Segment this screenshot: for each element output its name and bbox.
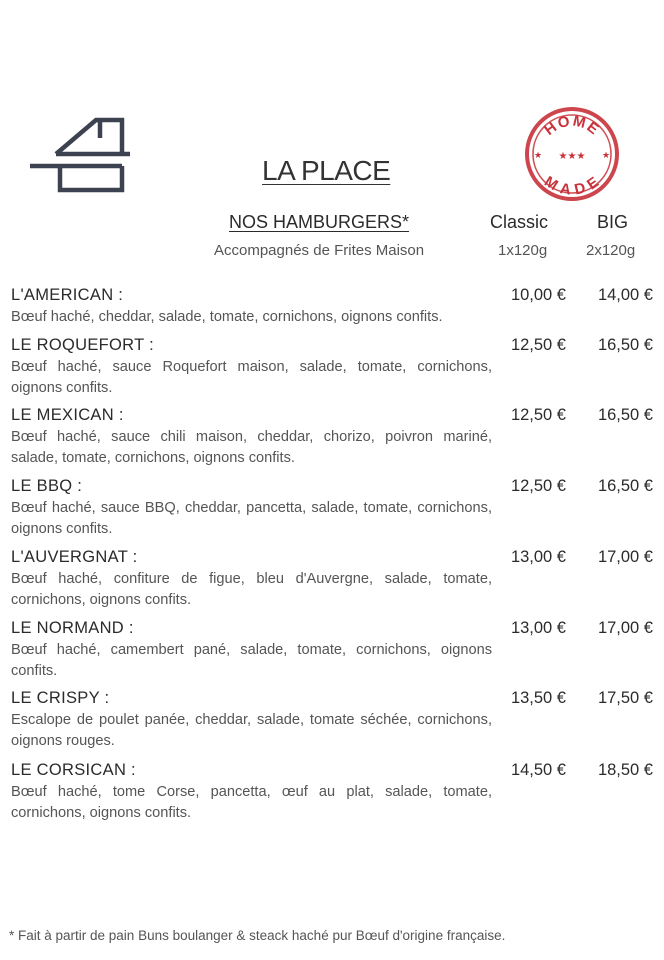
item-description: Bœuf haché, tome Corse, pancetta, œuf au plat, salade, tomate, cornichons, oignons confits. xyxy=(11,784,492,821)
price-big: 16,50 € xyxy=(597,477,653,495)
item-name: LE NORMAND : xyxy=(11,619,134,637)
stamp-bottom-text: MADE xyxy=(541,172,604,199)
column-weight-big: 2x120g xyxy=(586,242,636,259)
item-name: LE CORSICAN : xyxy=(11,761,136,779)
stamp-star-left-icon: ★ xyxy=(533,151,543,161)
price-big: 18,50 € xyxy=(597,761,653,779)
stamp-top-text: HOME xyxy=(541,112,603,139)
section-subtitle: Accompagnés de Frites Maison xyxy=(214,242,425,259)
price-classic: 13,00 € xyxy=(510,548,566,566)
price-classic: 12,50 € xyxy=(510,336,566,354)
price-classic: 13,00 € xyxy=(510,619,566,637)
stamp-star-right-icon: ★ xyxy=(601,151,611,161)
price-classic: 12,50 € xyxy=(510,406,566,424)
item-description: Bœuf haché, confiture de figue, bleu d'Auvergne, salade, tomate, cornichons, oignons confits. xyxy=(11,571,492,608)
price-classic: 13,50 € xyxy=(510,689,566,707)
price-classic: 14,50 € xyxy=(510,761,566,779)
home-made-stamp-icon xyxy=(524,106,620,202)
restaurant-title: LA PLACE xyxy=(262,155,391,186)
price-big: 14,00 € xyxy=(597,286,653,304)
item-description: Bœuf haché, sauce BBQ, cheddar, pancetta, salade, tomate, cornichons, oignons confits. xyxy=(11,500,492,537)
item-description: Bœuf haché, cheddar, salade, tomate, cornichons, oignons confits. xyxy=(11,309,443,325)
item-description: Bœuf haché, sauce Roquefort maison, salade, tomate, cornichons, oignons confits. xyxy=(11,359,492,396)
item-name: L'AUVERGNAT : xyxy=(11,548,138,566)
footnote: * Fait à partir de pain Buns boulanger & steack haché pur Bœuf d'origine française. xyxy=(9,928,506,943)
price-big: 16,50 € xyxy=(597,406,653,424)
section-title: NOS HAMBURGERS* xyxy=(229,212,410,232)
price-classic: 10,00 € xyxy=(510,286,566,304)
item-name: LE CRISPY : xyxy=(11,689,110,707)
price-classic: 12,50 € xyxy=(510,477,566,495)
price-big: 17,50 € xyxy=(597,689,653,707)
price-big: 17,00 € xyxy=(597,619,653,637)
column-header-big: BIG xyxy=(597,212,629,232)
item-name: LE MEXICAN : xyxy=(11,406,124,424)
column-weight-classic: 1x120g xyxy=(498,242,548,259)
item-name: LE BBQ : xyxy=(11,477,83,495)
price-big: 16,50 € xyxy=(597,336,653,354)
item-name: LE ROQUEFORT : xyxy=(11,336,154,354)
price-big: 17,00 € xyxy=(597,548,653,566)
stamp-stars-icon: ★★★ xyxy=(558,151,586,162)
item-description: Escalope de poulet panée, cheddar, salade, tomate séchée, cornichons, oignons rouges. xyxy=(11,712,492,749)
item-description: Bœuf haché, camembert pané, salade, tomate, cornichons, oignons confits. xyxy=(11,642,492,679)
item-name: L'AMERICAN : xyxy=(11,286,124,304)
item-description: Bœuf haché, sauce chili maison, cheddar, chorizo, poivron mariné, salade, tomate, cornichons, oignons confits. xyxy=(11,429,492,466)
house-logo-icon xyxy=(30,112,130,194)
column-header-classic: Classic xyxy=(490,212,549,232)
